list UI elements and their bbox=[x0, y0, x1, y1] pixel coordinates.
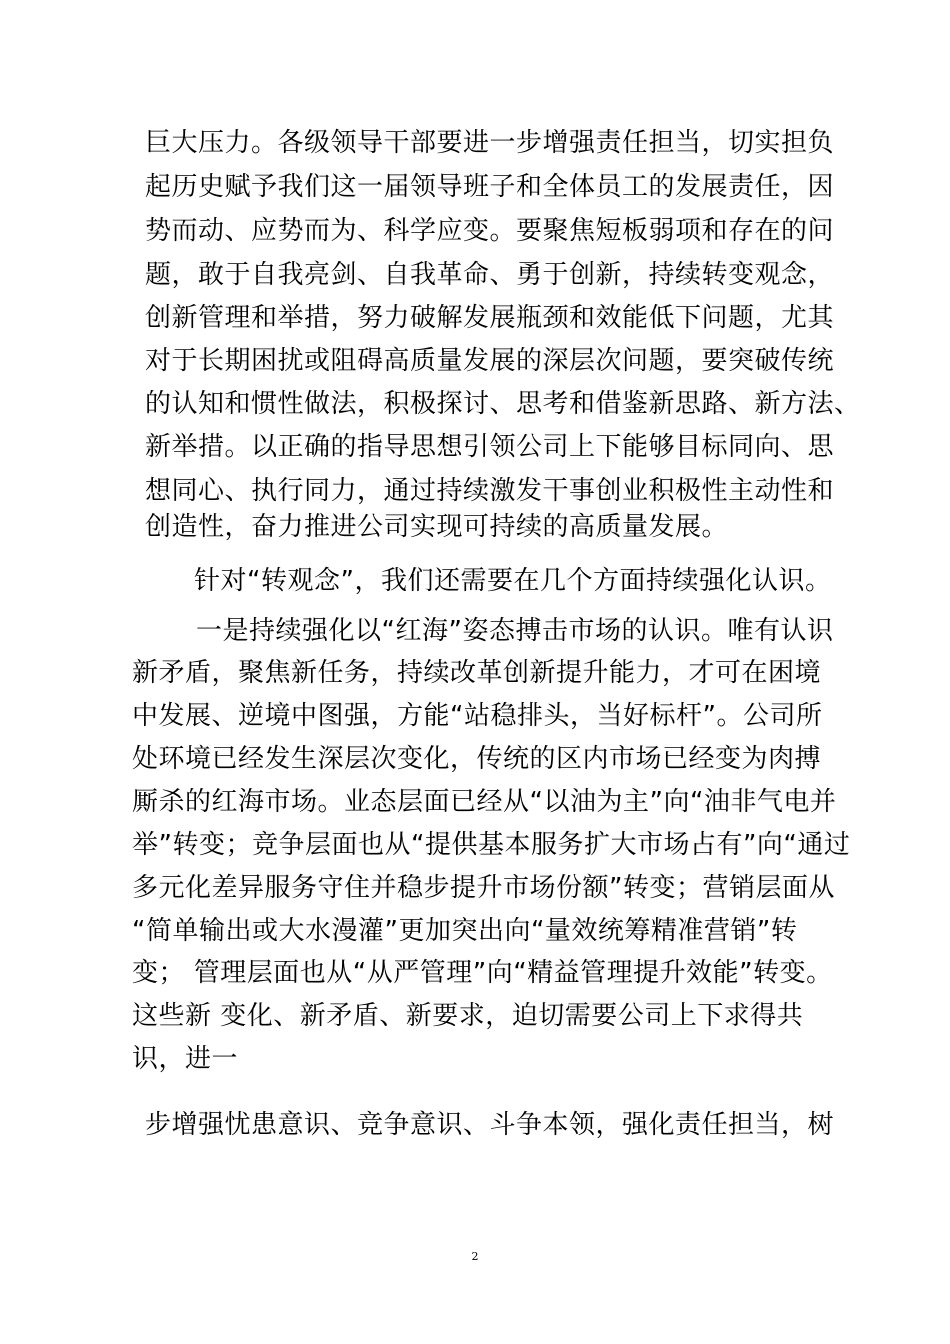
text-line-4: 题，敢于自我亮剑、自我革命、勇于创新，持续转变观念， bbox=[145, 260, 835, 290]
text-line-18: 多元化差异服务守住并稳步提升市场份额”转变；营销层面从 bbox=[132, 873, 835, 903]
text-line-15: 处环境已经发生深层次变化，传统的区内市场已经变为肉搏 bbox=[132, 744, 822, 774]
text-line-13: 新矛盾，聚焦新任务，持续改革创新提升能力，才可在困境 bbox=[132, 658, 822, 688]
text-line-10: 创造性，奋力推进公司实现可持续的高质量发展。 bbox=[145, 512, 729, 542]
text-line-19: “简单输出或大水漫灌”更加突出向“量效统筹精准营销”转 bbox=[132, 916, 798, 946]
text-line-14: 中发展、逆境中图强，方能“站稳排头，当好标杆”。公司所 bbox=[132, 701, 823, 731]
text-line-20: 变； 管理层面也从“从严管理”向“精益管理提升效能”转变。 bbox=[132, 958, 833, 988]
text-line-8: 新举措。以正确的指导思想引领公司上下能够目标同向、思 bbox=[145, 432, 835, 462]
page-number: 2 bbox=[471, 1250, 479, 1263]
text-line-2: 起历史赋予我们这一届领导班子和全体员工的发展责任，因 bbox=[145, 172, 835, 202]
text-line-3: 势而动、应势而为、科学应变。要聚焦短板弱项和存在的问 bbox=[145, 216, 835, 246]
text-line-5: 创新管理和举措，努力破解发展瓶颈和效能低下问题，尤其 bbox=[145, 303, 835, 333]
text-line-7: 的认知和惯性做法，积极探讨、思考和借鉴新思路、新方法、 bbox=[145, 389, 861, 419]
text-line-6: 对于长期困扰或阻碍高质量发展的深层次问题，要突破传统 bbox=[145, 346, 835, 376]
text-line-21: 这些新 变化、新矛盾、新要求，迫切需要公司上下求得共 bbox=[132, 1001, 804, 1031]
text-line-9: 想同心、执行同力，通过持续激发干事创业积极性主动性和 bbox=[145, 476, 835, 506]
text-line-16: 厮杀的红海市场。业态层面已经从“以油为主”向“油非气电并 bbox=[132, 787, 837, 817]
text-line-22: 识，进一 bbox=[132, 1044, 239, 1074]
text-line-11: 针对“转观念”，我们还需要在几个方面持续强化认识。 bbox=[194, 566, 832, 596]
text-line-12: 一是持续强化以“红海”姿态搏击市场的认识。唯有认识 bbox=[196, 616, 834, 646]
text-line-23: 步增强忧患意识、竞争意识、斗争本领，强化责任担当，树 bbox=[145, 1110, 835, 1140]
text-line-1: 巨大压力。各级领导干部要进一步增强责任担当，切实担负 bbox=[145, 128, 835, 158]
text-line-17: 举”转变；竞争层面也从“提供基本服务扩大市场占有”向“通过 bbox=[132, 830, 851, 860]
